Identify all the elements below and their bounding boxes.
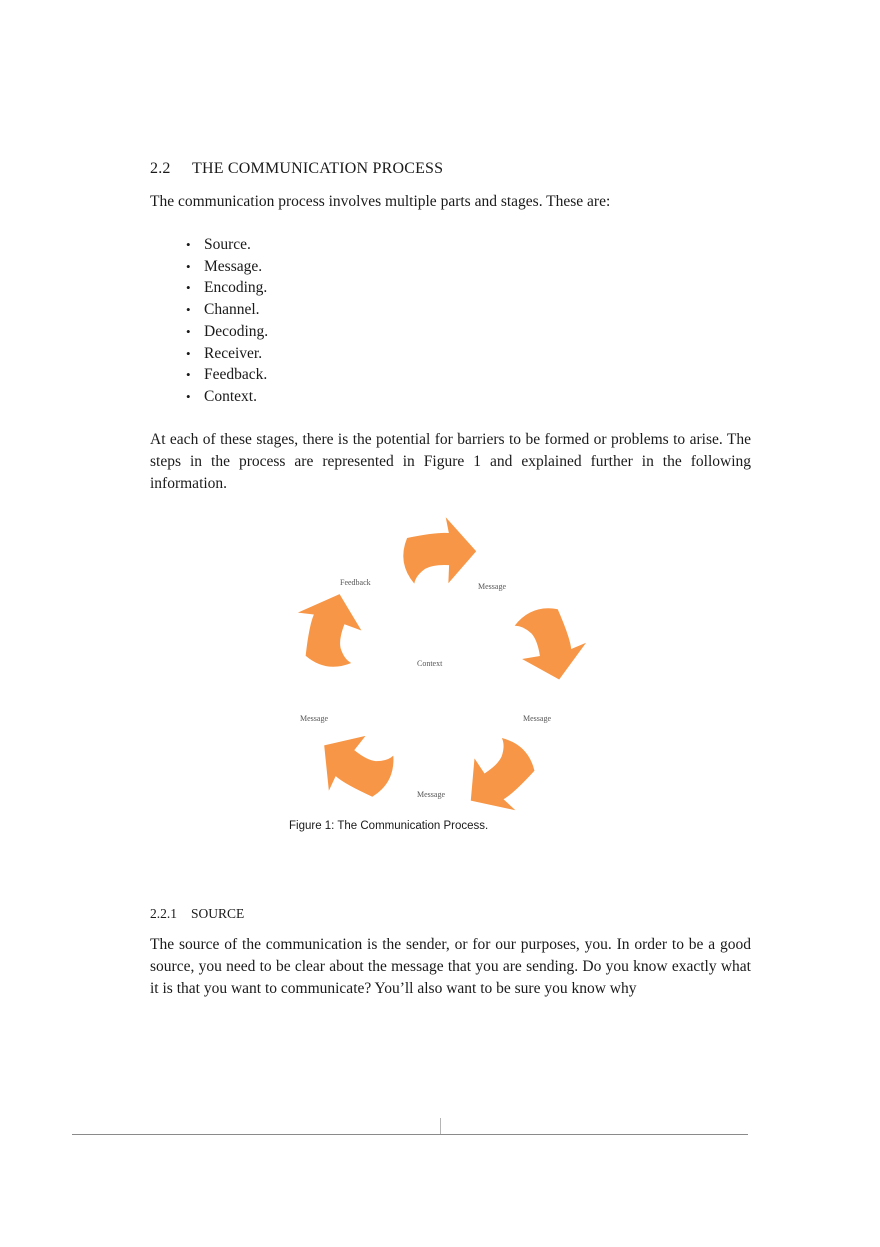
bullet-icon: • [186,388,191,404]
arrow-left [287,585,369,672]
arrow-bottom-right [452,731,550,828]
section-title: THE COMMUNICATION PROCESS [192,160,444,177]
section-number: 2.2 [150,160,171,177]
label-feedback: Feedback [340,578,371,587]
footer-rule [72,1134,748,1135]
footer-divider-tick [440,1118,441,1134]
arrow-bottom-left [305,720,402,815]
section-heading [150,160,443,178]
figure-caption: Figure 1: The Communication Process. [289,820,489,832]
subsection-title: SOURCE [191,906,245,921]
list-item: • Channel. [186,299,268,321]
subsection-number: 2.2.1 [150,906,177,921]
bullet-icon: • [186,237,191,252]
bullet-icon: • [186,323,191,339]
intro-paragraph: The communication process involves multiple parts and stages. These are: [150,193,611,210]
source-paragraph: The source of the communication is the sender, or for our purposes, you. In order to be a good source, you need to be clear about the message that you are sending. Do you know exactly what it is that you want to communicate? You’ll also want to be sure you know why [150,936,751,997]
bullet-icon: • [186,302,191,318]
label-message-left: Message [300,714,328,723]
label-message-right: Message [523,714,551,723]
bullet-icon: • [186,280,191,296]
label-message-top-right: Message [478,582,506,591]
list-item: • Context. [186,386,268,408]
arrow-right [510,599,594,688]
communication-cycle-diagram [260,508,620,828]
list-item: • Source. [186,234,268,256]
bullet-icon: • [186,258,191,274]
stages-list [186,234,268,408]
list-item: • Message. [186,256,268,278]
list-item: • Feedback. [186,364,268,386]
subsection-heading [150,906,244,922]
bullet-icon: • [186,345,191,361]
label-context: Context [417,659,443,668]
barriers-paragraph: At each of these stages, there is the potential for barriers to be formed or problems to arise. The steps in the process are represented in Figure 1 and explained further in the following information. [150,431,751,492]
list-item: • Receiver. [186,343,268,365]
list-item: • Encoding. [186,277,268,299]
bullet-icon: • [186,367,191,383]
arrow-top [401,515,479,586]
label-message-bottom: Message [417,790,445,799]
list-item: • Decoding. [186,321,268,343]
